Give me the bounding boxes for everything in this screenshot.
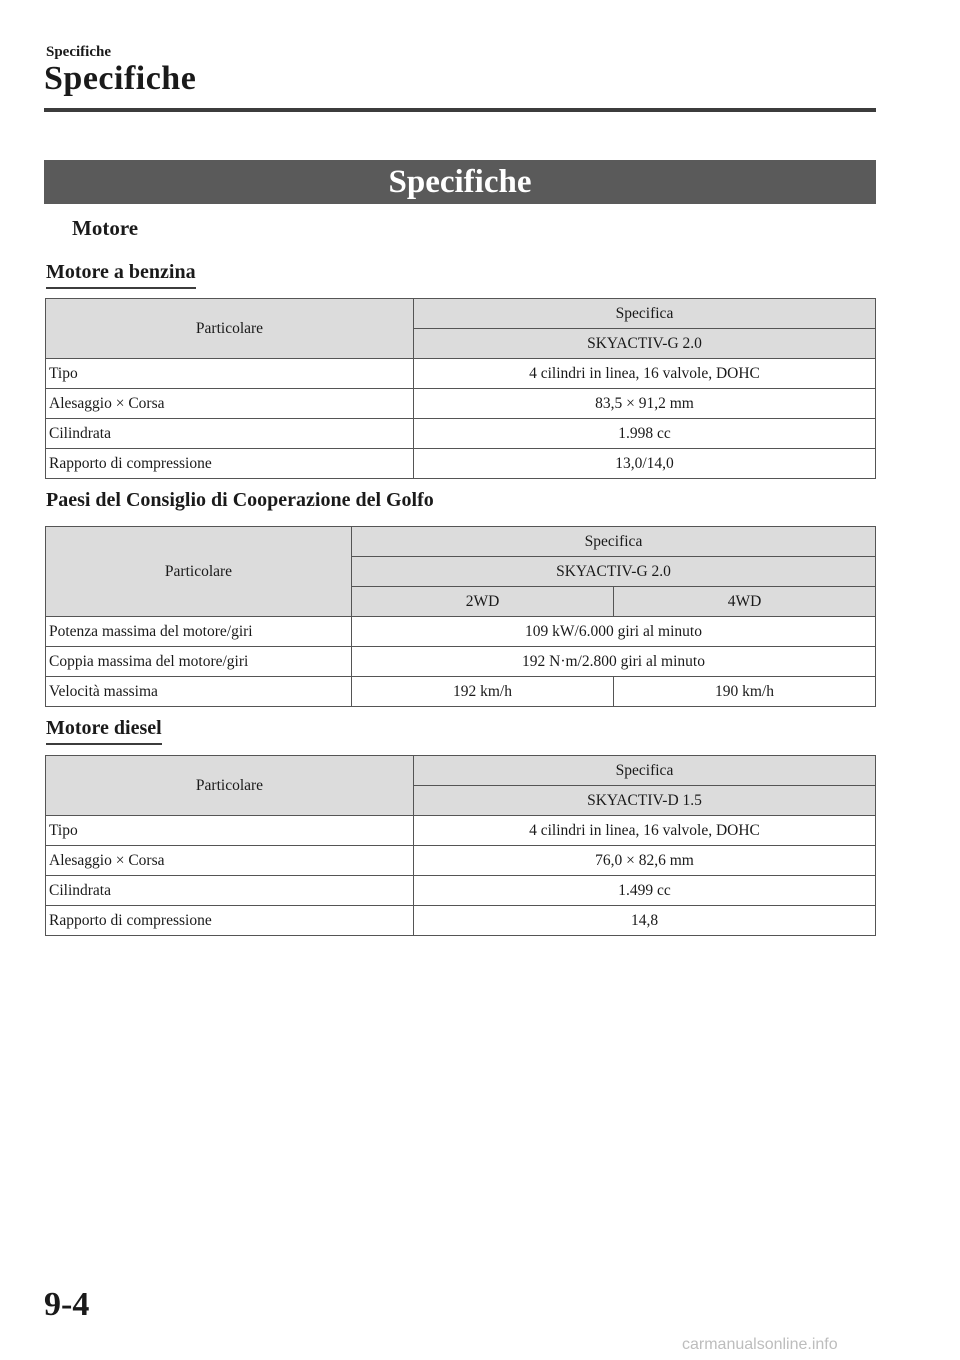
gulf-countries-heading: Paesi del Consiglio di Cooperazione del Golfo xyxy=(46,489,434,511)
row-label: Rapporto di compressione xyxy=(46,449,414,479)
chapter-title: Specifiche xyxy=(44,60,197,97)
row-value: 83,5 × 91,2 mm xyxy=(414,389,876,419)
row-value: 4 cilindri in linea, 16 valvole, DOHC xyxy=(414,359,876,389)
row-label: Velocità massima xyxy=(46,677,352,707)
chapter-divider xyxy=(44,108,876,112)
running-head: Specifiche xyxy=(46,44,111,60)
petrol-engine-heading: Motore a benzina xyxy=(46,260,196,289)
column-header-particolare: Particolare xyxy=(46,756,414,816)
section-label-motore: Motore xyxy=(72,216,139,240)
column-header-particolare: Particolare xyxy=(46,527,352,617)
engine-model-header: SKYACTIV-D 1.5 xyxy=(414,786,876,816)
table-row xyxy=(46,906,876,936)
table-row xyxy=(46,449,876,479)
gulf-countries-table xyxy=(45,526,876,707)
table-row xyxy=(46,617,876,647)
row-label: Coppia massima del motore/giri xyxy=(46,647,352,677)
section-banner: Specifiche xyxy=(44,160,876,204)
diesel-engine-heading: Motore diesel xyxy=(46,716,162,745)
table-row xyxy=(46,876,876,906)
row-value: 109 kW/6.000 giri al minuto xyxy=(352,617,876,647)
column-header-4wd: 4WD xyxy=(614,587,876,617)
table-row xyxy=(46,419,876,449)
table-row xyxy=(46,677,876,707)
row-value: 76,0 × 82,6 mm xyxy=(414,846,876,876)
row-value: 4 cilindri in linea, 16 valvole, DOHC xyxy=(414,816,876,846)
row-value: 13,0/14,0 xyxy=(414,449,876,479)
page-number: 9-4 xyxy=(44,1286,90,1323)
row-value: 192 N·m/2.800 giri al minuto xyxy=(352,647,876,677)
column-header-specifica: Specifica xyxy=(414,756,876,786)
table-row xyxy=(46,846,876,876)
row-label: Alesaggio × Corsa xyxy=(46,846,414,876)
table-row xyxy=(46,359,876,389)
row-value-4wd: 190 km/h xyxy=(614,677,876,707)
row-value: 1.499 cc xyxy=(414,876,876,906)
table-row xyxy=(46,816,876,846)
row-label: Tipo xyxy=(46,359,414,389)
column-header-specifica: Specifica xyxy=(414,299,876,329)
row-label: Potenza massima del motore/giri xyxy=(46,617,352,647)
table-row xyxy=(46,389,876,419)
row-label: Cilindrata xyxy=(46,876,414,906)
row-value-2wd: 192 km/h xyxy=(352,677,614,707)
petrol-engine-table xyxy=(45,298,876,479)
engine-model-header: SKYACTIV-G 2.0 xyxy=(352,557,876,587)
table-row xyxy=(46,647,876,677)
row-value: 1.998 cc xyxy=(414,419,876,449)
row-label: Alesaggio × Corsa xyxy=(46,389,414,419)
engine-model-header: SKYACTIV-G 2.0 xyxy=(414,329,876,359)
row-label: Tipo xyxy=(46,816,414,846)
row-value: 14,8 xyxy=(414,906,876,936)
row-label: Rapporto di compressione xyxy=(46,906,414,936)
watermark: carmanualsonline.info xyxy=(682,1336,838,1353)
column-header-particolare: Particolare xyxy=(46,299,414,359)
column-header-specifica: Specifica xyxy=(352,527,876,557)
row-label: Cilindrata xyxy=(46,419,414,449)
column-header-2wd: 2WD xyxy=(352,587,614,617)
diesel-engine-table xyxy=(45,755,876,936)
